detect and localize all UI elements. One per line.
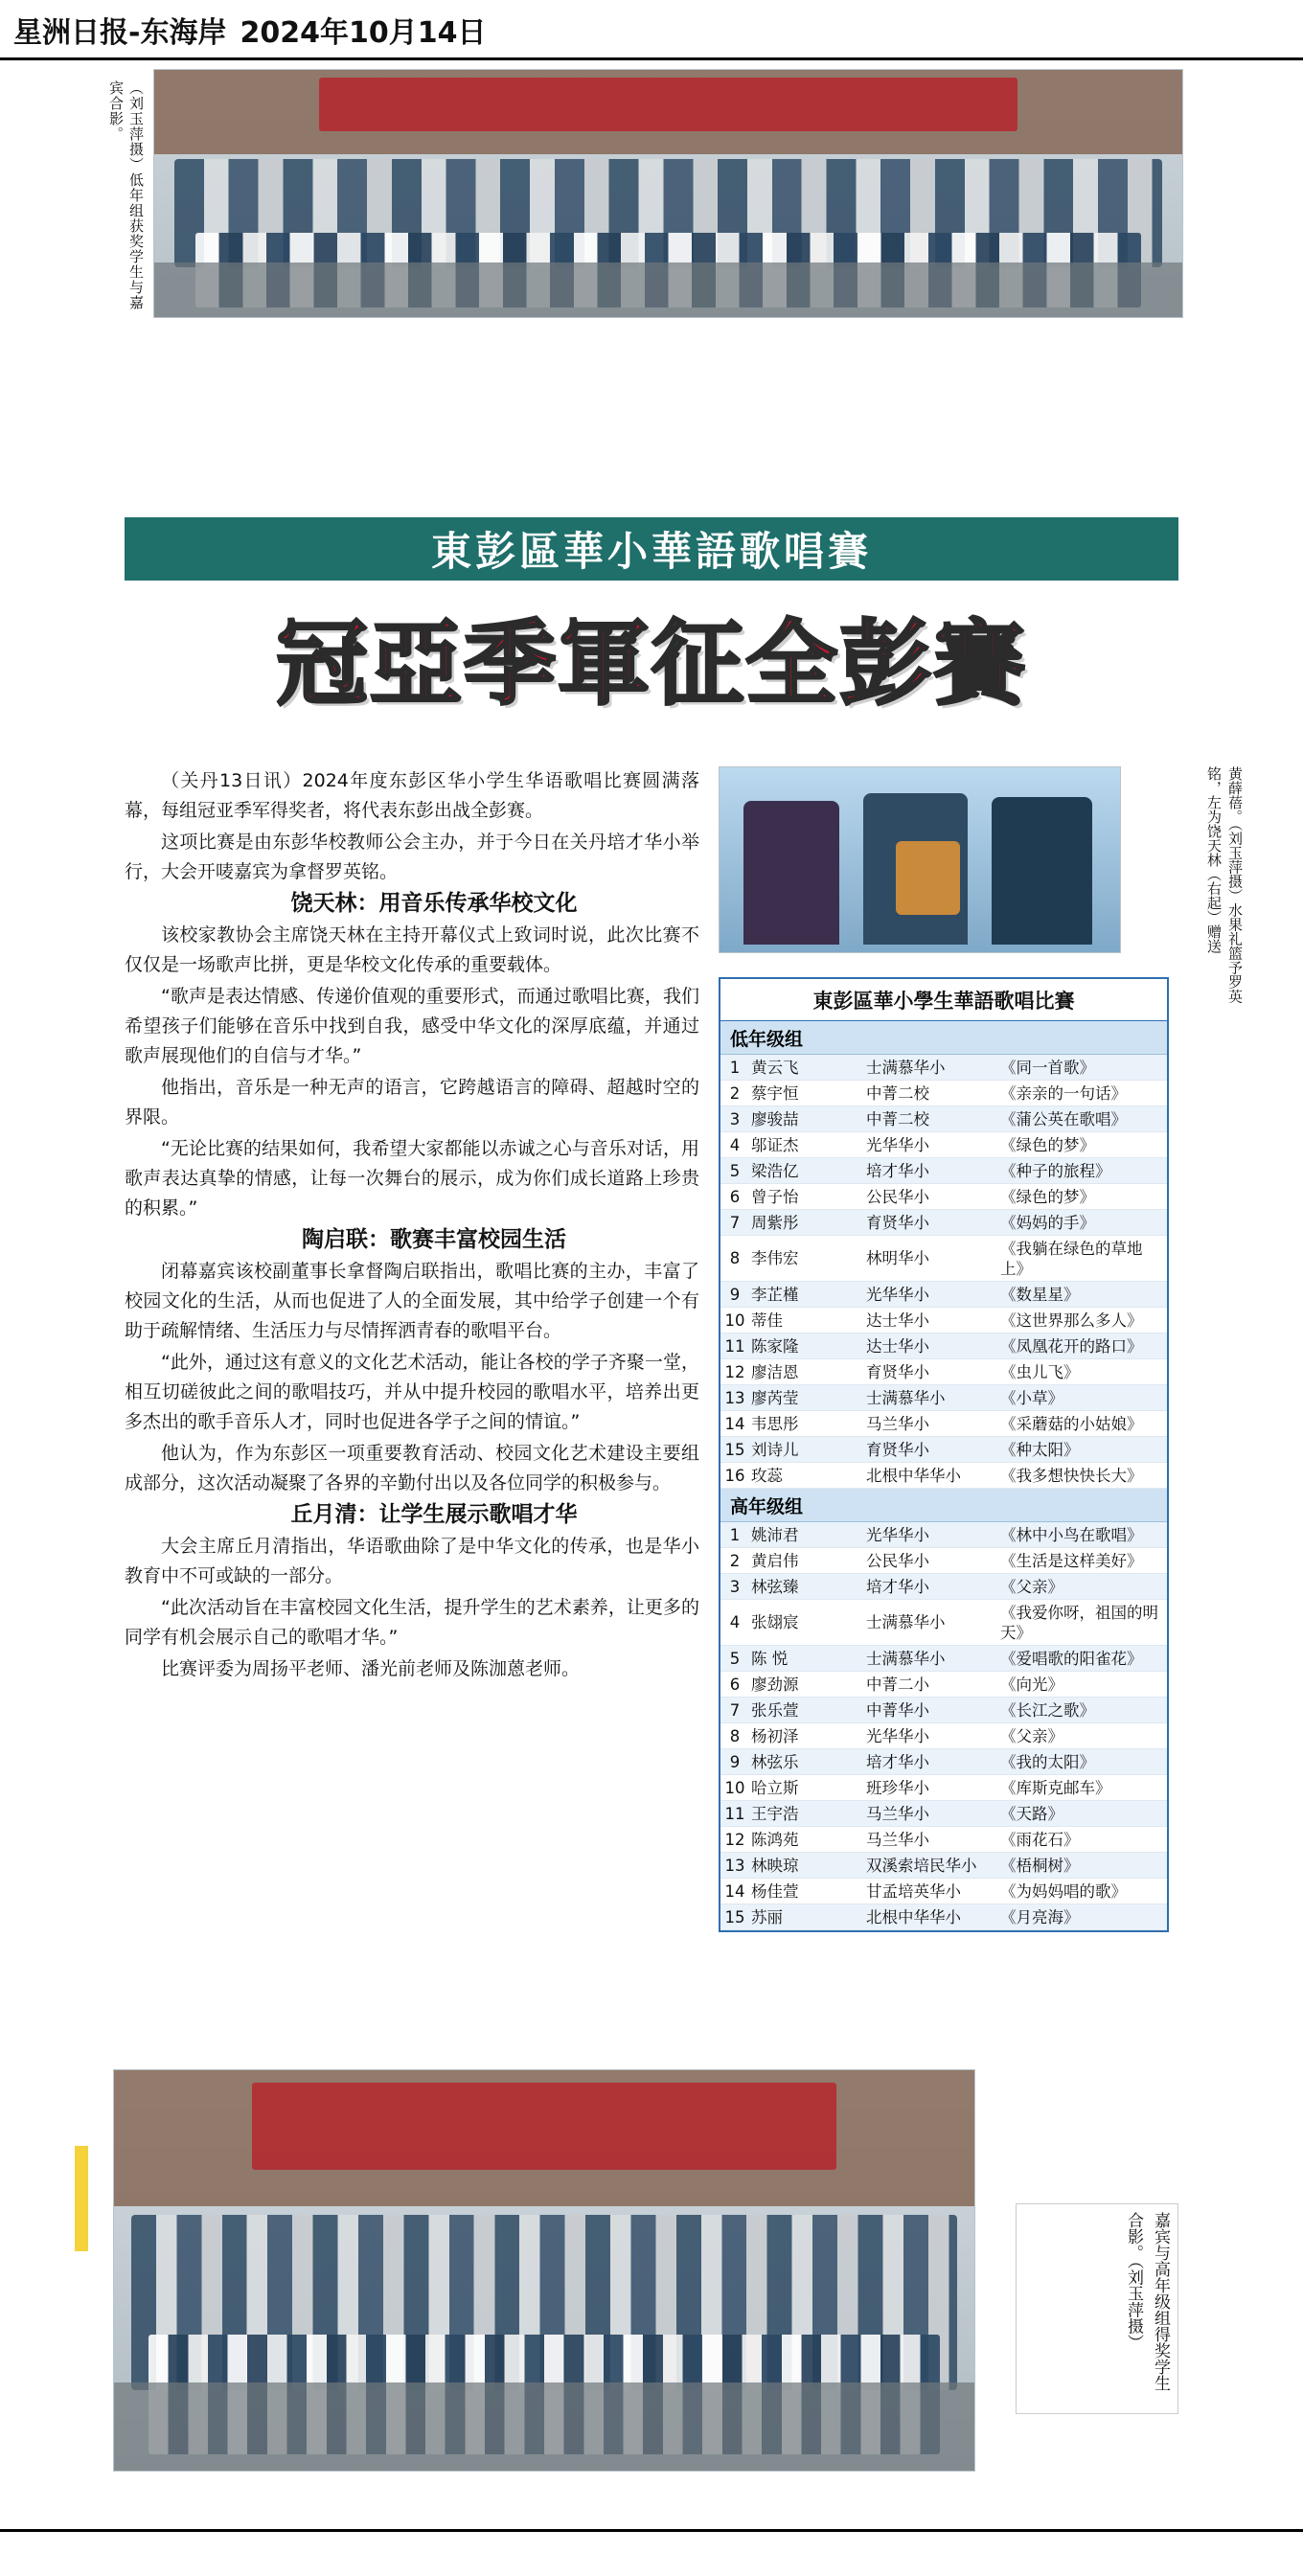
- row-school: 士满慕华小: [864, 1646, 998, 1672]
- subheading-3: 丘月清：让学生展示歌唱才华: [290, 1502, 578, 1527]
- row-number: 1: [720, 1522, 749, 1548]
- masthead: [0, 0, 1303, 59]
- row-number: 13: [720, 1385, 749, 1411]
- row-student-name: 陈家隆: [749, 1334, 864, 1359]
- table-row: [720, 1158, 1167, 1184]
- decor-bar: [75, 2146, 88, 2251]
- row-student-name: 蔡宇恒: [749, 1081, 864, 1106]
- table-row: [720, 1282, 1167, 1308]
- table-row: [720, 1081, 1167, 1106]
- row-school: 林明华小: [864, 1236, 998, 1282]
- row-song: 《月亮海》: [998, 1904, 1167, 1930]
- headline-band: [125, 517, 1178, 581]
- row-song: 《库斯克邮车》: [998, 1775, 1167, 1801]
- paragraph-3: 该校家教协会主席饶天林在主持开幕仪式上致词时说，此次比赛不仅仅是一场歌声比拼，更是华校文化传承的重要载体。: [125, 924, 699, 975]
- row-student-name: 林弦臻: [749, 1574, 864, 1600]
- row-student-name: 苏丽: [749, 1904, 864, 1930]
- header-divider: [0, 57, 1303, 60]
- row-school: 达士华小: [864, 1334, 998, 1359]
- group-heading-junior: 低年级组: [720, 1021, 1167, 1055]
- row-song: 《我爱你呀，祖国的明天》: [998, 1600, 1167, 1646]
- table-row: [720, 1600, 1167, 1646]
- row-student-name: 刘诗儿: [749, 1437, 864, 1463]
- row-school: 培才华小: [864, 1158, 998, 1184]
- row-song: 《天路》: [998, 1801, 1167, 1827]
- row-student-name: 蒂佳: [749, 1308, 864, 1334]
- row-song: 《我躺在绿色的草地上》: [998, 1236, 1167, 1282]
- row-student-name: 姚沛君: [749, 1522, 864, 1548]
- row-school: 光华华小: [864, 1723, 998, 1749]
- headline-part2: 征: [652, 609, 745, 718]
- headline-part3: 全彭賽: [745, 609, 1027, 718]
- results-senior: [720, 1522, 1167, 1930]
- paragraph-8: “此外，通过这有意义的文化艺术活动，能让各校的学子齐聚一堂，相互切磋彼此之间的歌唱技巧，并从中提升校园的歌唱水平，培养出更多杰出的歌手音乐人才，同时也促进各学子之间的情谊。”: [125, 1352, 699, 1432]
- table-row: [720, 1236, 1167, 1282]
- row-number: 9: [720, 1282, 749, 1308]
- row-student-name: 曾子怡: [749, 1184, 864, 1210]
- subheading-2: 陶启联：歌赛丰富校园生活: [302, 1227, 566, 1252]
- row-number: 1: [720, 1055, 749, 1081]
- row-song: 《父亲》: [998, 1574, 1167, 1600]
- row-student-name: 黄启伟: [749, 1548, 864, 1574]
- table-row: [720, 1801, 1167, 1827]
- group-heading-senior: 高年级组: [720, 1489, 1167, 1522]
- row-song: 《长江之歌》: [998, 1698, 1167, 1723]
- paragraph-4: “歌声是表达情感、传递价值观的重要形式，而通过歌唱比赛，我们希望孩子们能够在音乐中找到自我，感受中华文化的深厚底蕴，并通过歌声展现他们的自信与才华。”: [125, 986, 699, 1066]
- caption-bottom: 嘉宾与高年级组得奖学生合影。（刘玉萍摄）: [1016, 2203, 1178, 2414]
- paragraph-9: 他认为，作为东彭区一项重要教育活动、校园文化艺术建设主要组成部分，这次活动凝聚了各界的辛勤付出以及各位同学的积极参与。: [125, 1443, 699, 1493]
- row-song: 《我的太阳》: [998, 1749, 1167, 1775]
- row-number: 11: [720, 1334, 749, 1359]
- row-song: 《绿色的梦》: [998, 1184, 1167, 1210]
- row-school: 北根中华华小: [864, 1463, 998, 1489]
- row-school: 光华华小: [864, 1132, 998, 1158]
- row-song: 《妈妈的手》: [998, 1210, 1167, 1236]
- row-number: 10: [720, 1775, 749, 1801]
- table-row: [720, 1672, 1167, 1698]
- row-song: 《梧桐树》: [998, 1853, 1167, 1879]
- row-school: 光华华小: [864, 1282, 998, 1308]
- results-table: [719, 977, 1169, 1932]
- row-number: 7: [720, 1210, 749, 1236]
- row-number: 13: [720, 1853, 749, 1879]
- row-school: 育贤华小: [864, 1359, 998, 1385]
- row-student-name: 黄云飞: [749, 1055, 864, 1081]
- row-number: 16: [720, 1463, 749, 1489]
- row-number: 8: [720, 1236, 749, 1282]
- group-photo-junior: [153, 69, 1183, 318]
- headline-main: [57, 594, 1246, 718]
- row-school: 士满慕华小: [864, 1385, 998, 1411]
- row-number: 5: [720, 1646, 749, 1672]
- article-body: [125, 766, 699, 1686]
- row-school: 育贤华小: [864, 1210, 998, 1236]
- row-student-name: 杨佳萱: [749, 1879, 864, 1904]
- table-row: [720, 1437, 1167, 1463]
- row-song: 《虫儿飞》: [998, 1359, 1167, 1385]
- row-student-name: 韦思彤: [749, 1411, 864, 1437]
- table-row: [720, 1055, 1167, 1081]
- row-number: 12: [720, 1827, 749, 1853]
- row-number: 12: [720, 1359, 749, 1385]
- row-number: 3: [720, 1574, 749, 1600]
- row-student-name: 王宇浩: [749, 1801, 864, 1827]
- row-song: 《采蘑菇的小姑娘》: [998, 1411, 1167, 1437]
- row-school: 中菁华小: [864, 1698, 998, 1723]
- paragraph-6: “无论比赛的结果如何，我希望大家都能以赤诚之心与音乐对话，用歌声表达真挚的情感，让每一次舞台的展示，成为你们成长道路上珍贵的积累。”: [125, 1138, 699, 1219]
- photo-scene: [154, 70, 1182, 317]
- row-number: 9: [720, 1749, 749, 1775]
- row-school: 培才华小: [864, 1574, 998, 1600]
- caption-middle: 黄薛蓓。（刘玉萍摄）水果礼篮予罗英铭，左为饶天林（右起）赠送: [1205, 766, 1244, 1004]
- table-row: [720, 1522, 1167, 1548]
- headline-part1: 冠亞季軍: [276, 609, 652, 718]
- footer-divider: [0, 2529, 1303, 2532]
- row-song: 《同一首歌》: [998, 1055, 1167, 1081]
- row-student-name: 廖洁恩: [749, 1359, 864, 1385]
- table-row: [720, 1827, 1167, 1853]
- row-student-name: 廖芮莹: [749, 1385, 864, 1411]
- row-school: 中菁二校: [864, 1081, 998, 1106]
- row-school: 中菁二小: [864, 1672, 998, 1698]
- row-school: 中菁二校: [864, 1106, 998, 1132]
- caption-top: （刘玉萍摄）低年组获奖学生与嘉宾合影。: [107, 80, 145, 310]
- subheading-1: 饶天林：用音乐传承华校文化: [290, 891, 578, 916]
- row-song: 《雨花石》: [998, 1827, 1167, 1853]
- row-song: 《向光》: [998, 1672, 1167, 1698]
- row-song: 《这世界那么多人》: [998, 1308, 1167, 1334]
- table-row: [720, 1106, 1167, 1132]
- row-number: 3: [720, 1106, 749, 1132]
- table-row: [720, 1853, 1167, 1879]
- paragraph-12: 比赛评委为周扬平老师、潘光前老师及陈泇蒽老师。: [161, 1658, 581, 1679]
- row-school: 马兰华小: [864, 1827, 998, 1853]
- row-number: 15: [720, 1437, 749, 1463]
- photo-scene-3: [114, 2070, 974, 2471]
- row-song: 《种子的旅程》: [998, 1158, 1167, 1184]
- table-row: [720, 1334, 1167, 1359]
- row-number: 2: [720, 1548, 749, 1574]
- row-school: 达士华小: [864, 1308, 998, 1334]
- table-row: [720, 1184, 1167, 1210]
- row-student-name: 玫蕊: [749, 1463, 864, 1489]
- headline-band-text: 東彭區華小華語歌唱賽: [430, 528, 872, 575]
- results-table-title: 東彭區華小學生華語歌唱比賽: [720, 979, 1167, 1021]
- row-school: 光华华小: [864, 1522, 998, 1548]
- row-number: 10: [720, 1308, 749, 1334]
- paragraph-lead: （关丹13日讯）2024年度东彭区华小学生华语歌唱比赛圆满落幕，每组冠亚季军得奖者，将代表东彭出战全彭赛。: [125, 770, 699, 821]
- table-row: [720, 1698, 1167, 1723]
- row-number: 5: [720, 1158, 749, 1184]
- row-school: 育贤华小: [864, 1437, 998, 1463]
- table-row: [720, 1385, 1167, 1411]
- row-song: 《绿色的梦》: [998, 1132, 1167, 1158]
- row-school: 北根中华华小: [864, 1904, 998, 1930]
- table-row: [720, 1359, 1167, 1385]
- table-row: [720, 1904, 1167, 1930]
- table-row: [720, 1879, 1167, 1904]
- row-song: 《亲亲的一句话》: [998, 1081, 1167, 1106]
- table-row: [720, 1723, 1167, 1749]
- row-student-name: 廖劲源: [749, 1672, 864, 1698]
- row-student-name: 周紫彤: [749, 1210, 864, 1236]
- row-song: 《种太阳》: [998, 1437, 1167, 1463]
- row-student-name: 李芷槿: [749, 1282, 864, 1308]
- masthead-name: 星洲日报-东海岸: [13, 16, 227, 50]
- row-student-name: 李伟宏: [749, 1236, 864, 1282]
- table-row: [720, 1411, 1167, 1437]
- row-number: 11: [720, 1801, 749, 1827]
- paragraph-10: 大会主席丘月清指出，华语歌曲除了是中华文化的传承，也是华小教育中不可或缺的一部分。: [125, 1536, 699, 1586]
- row-number: 8: [720, 1723, 749, 1749]
- row-school: 培才华小: [864, 1749, 998, 1775]
- group-photo-senior: [113, 2069, 975, 2472]
- award-presentation-photo: [719, 766, 1121, 953]
- row-student-name: 林弦乐: [749, 1749, 864, 1775]
- results-junior: [720, 1055, 1167, 1489]
- row-song: 《数星星》: [998, 1282, 1167, 1308]
- row-number: 14: [720, 1411, 749, 1437]
- table-row: [720, 1749, 1167, 1775]
- row-school: 甘孟培英华小: [864, 1879, 998, 1904]
- row-song: 《爱唱歌的阳雀花》: [998, 1646, 1167, 1672]
- row-school: 双溪索培民华小: [864, 1853, 998, 1879]
- row-student-name: 林映琼: [749, 1853, 864, 1879]
- row-student-name: 陈鸿苑: [749, 1827, 864, 1853]
- table-row: [720, 1775, 1167, 1801]
- row-song: 《为妈妈唱的歌》: [998, 1879, 1167, 1904]
- masthead-date: 2024年10月14日: [240, 16, 487, 50]
- row-number: 6: [720, 1184, 749, 1210]
- row-school: 公民华小: [864, 1548, 998, 1574]
- row-student-name: 邬证杰: [749, 1132, 864, 1158]
- row-number: 15: [720, 1904, 749, 1930]
- paragraph-7: 闭幕嘉宾该校副董事长拿督陶启联指出，歌唱比赛的主办，丰富了校园文化的生活，从而也促进了人的全面发展，其中给学子创建一个有助于疏解情绪、生活压力与尽情挥洒青春的歌唱平台。: [125, 1261, 699, 1341]
- row-student-name: 张乐萱: [749, 1698, 864, 1723]
- row-number: 7: [720, 1698, 749, 1723]
- row-number: 4: [720, 1600, 749, 1646]
- paragraph-2: 这项比赛是由东彭华校教师公会主办，并于今日在关丹培才华小举行，大会开唛嘉宾为拿督罗英铭。: [125, 832, 699, 882]
- row-school: 士满慕华小: [864, 1055, 998, 1081]
- table-row: [720, 1308, 1167, 1334]
- paragraph-5: 他指出，音乐是一种无声的语言，它跨越语言的障碍、超越时空的界限。: [125, 1077, 699, 1128]
- table-row: [720, 1132, 1167, 1158]
- row-school: 马兰华小: [864, 1801, 998, 1827]
- row-song: 《蒲公英在歌唱》: [998, 1106, 1167, 1132]
- row-song: 《父亲》: [998, 1723, 1167, 1749]
- row-student-name: 陈 悦: [749, 1646, 864, 1672]
- row-song: 《小草》: [998, 1385, 1167, 1411]
- row-song: 《凤凰花开的路口》: [998, 1334, 1167, 1359]
- row-song: 《林中小鸟在歌唱》: [998, 1522, 1167, 1548]
- row-student-name: 梁浩亿: [749, 1158, 864, 1184]
- row-student-name: 哈立斯: [749, 1775, 864, 1801]
- row-school: 士满慕华小: [864, 1600, 998, 1646]
- row-song: 《生活是这样美好》: [998, 1548, 1167, 1574]
- row-number: 14: [720, 1879, 749, 1904]
- row-number: 2: [720, 1081, 749, 1106]
- table-row: [720, 1463, 1167, 1489]
- row-student-name: 张翃宸: [749, 1600, 864, 1646]
- table-row: [720, 1548, 1167, 1574]
- table-row: [720, 1210, 1167, 1236]
- paragraph-11: “此次活动旨在丰富校园文化生活，提升学生的艺术素养，让更多的同学有机会展示自己的歌唱才华。”: [125, 1597, 699, 1648]
- row-number: 6: [720, 1672, 749, 1698]
- row-student-name: 杨初泽: [749, 1723, 864, 1749]
- table-row: [720, 1574, 1167, 1600]
- row-number: 4: [720, 1132, 749, 1158]
- row-song: 《我多想快快长大》: [998, 1463, 1167, 1489]
- table-row: [720, 1646, 1167, 1672]
- row-school: 公民华小: [864, 1184, 998, 1210]
- row-student-name: 廖骏喆: [749, 1106, 864, 1132]
- row-school: 班珍华小: [864, 1775, 998, 1801]
- row-school: 马兰华小: [864, 1411, 998, 1437]
